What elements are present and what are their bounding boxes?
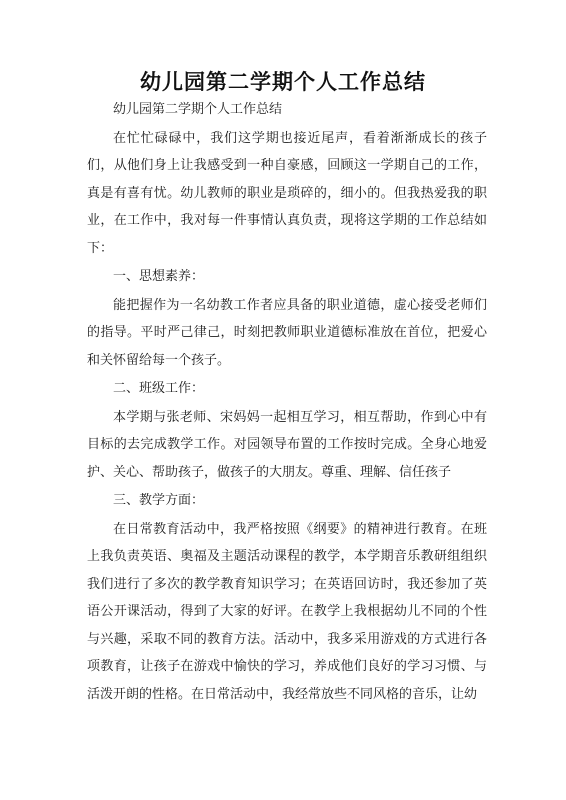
paragraph-intro: 在忙忙碌碌中，我们这学期也接近尾声，看着渐渐成长的孩子们，从他们身上让我感受到一种自豪感，回顾这一学期自己的工作，真是有喜有忧。幼儿教师的职业是琐碎的，细小的。但我热爱我的职业，在工作中，我对每一件事情认真负责，现将这学期的工作总结如下： (87, 130, 487, 256)
section-heading-class-work: 二、班级工作： (113, 381, 205, 396)
section-heading-teaching: 三、教学方面： (113, 493, 205, 508)
document-body (87, 96, 487, 709)
paragraph-teaching: 在日常教育活动中，我严格按照《纲要》的精神进行教育。在班上我负责英语、奥福及主题活动课程的教学，本学期音乐教研组组织我们进行了多次的教学教育知识学习；在英语回访时，我还参加了英语公开课活动，得到了大家的好评。在教学上我根据幼儿不同的个性与兴趣，采取不同的教育方法。活动中，我多采用游戏的方式进行各项教育，让孩子在游戏中愉快的学习，养成他们良好的学习习惯、与活泼开朗的性格。在日常活动中，我经常放些不同风格的音乐，让幼 (87, 521, 487, 702)
paragraph-ideology: 能把握作为一名幼教工作者应具备的职业道德，虚心接受老师们的指导。平时严己律己，时刻把教师职业道德标准放在首位，把爱心和关怀留给每一个孩子。 (87, 297, 487, 368)
document-title: 幼儿园第二学期个人工作总结 (140, 69, 426, 94)
section-heading-ideology: 一、思想素养： (113, 269, 205, 284)
paragraph-class-work: 本学期与张老师、宋妈妈一起相互学习，相互帮助，作到心中有目标的去完成教学工作。对园领导布置的工作按时完成。全身心地爱护、关心、帮助孩子，做孩子的大朋友。尊重、理解、信任孩子 (87, 409, 487, 480)
document-subtitle: 幼儿园第二学期个人工作总结 (113, 102, 283, 117)
